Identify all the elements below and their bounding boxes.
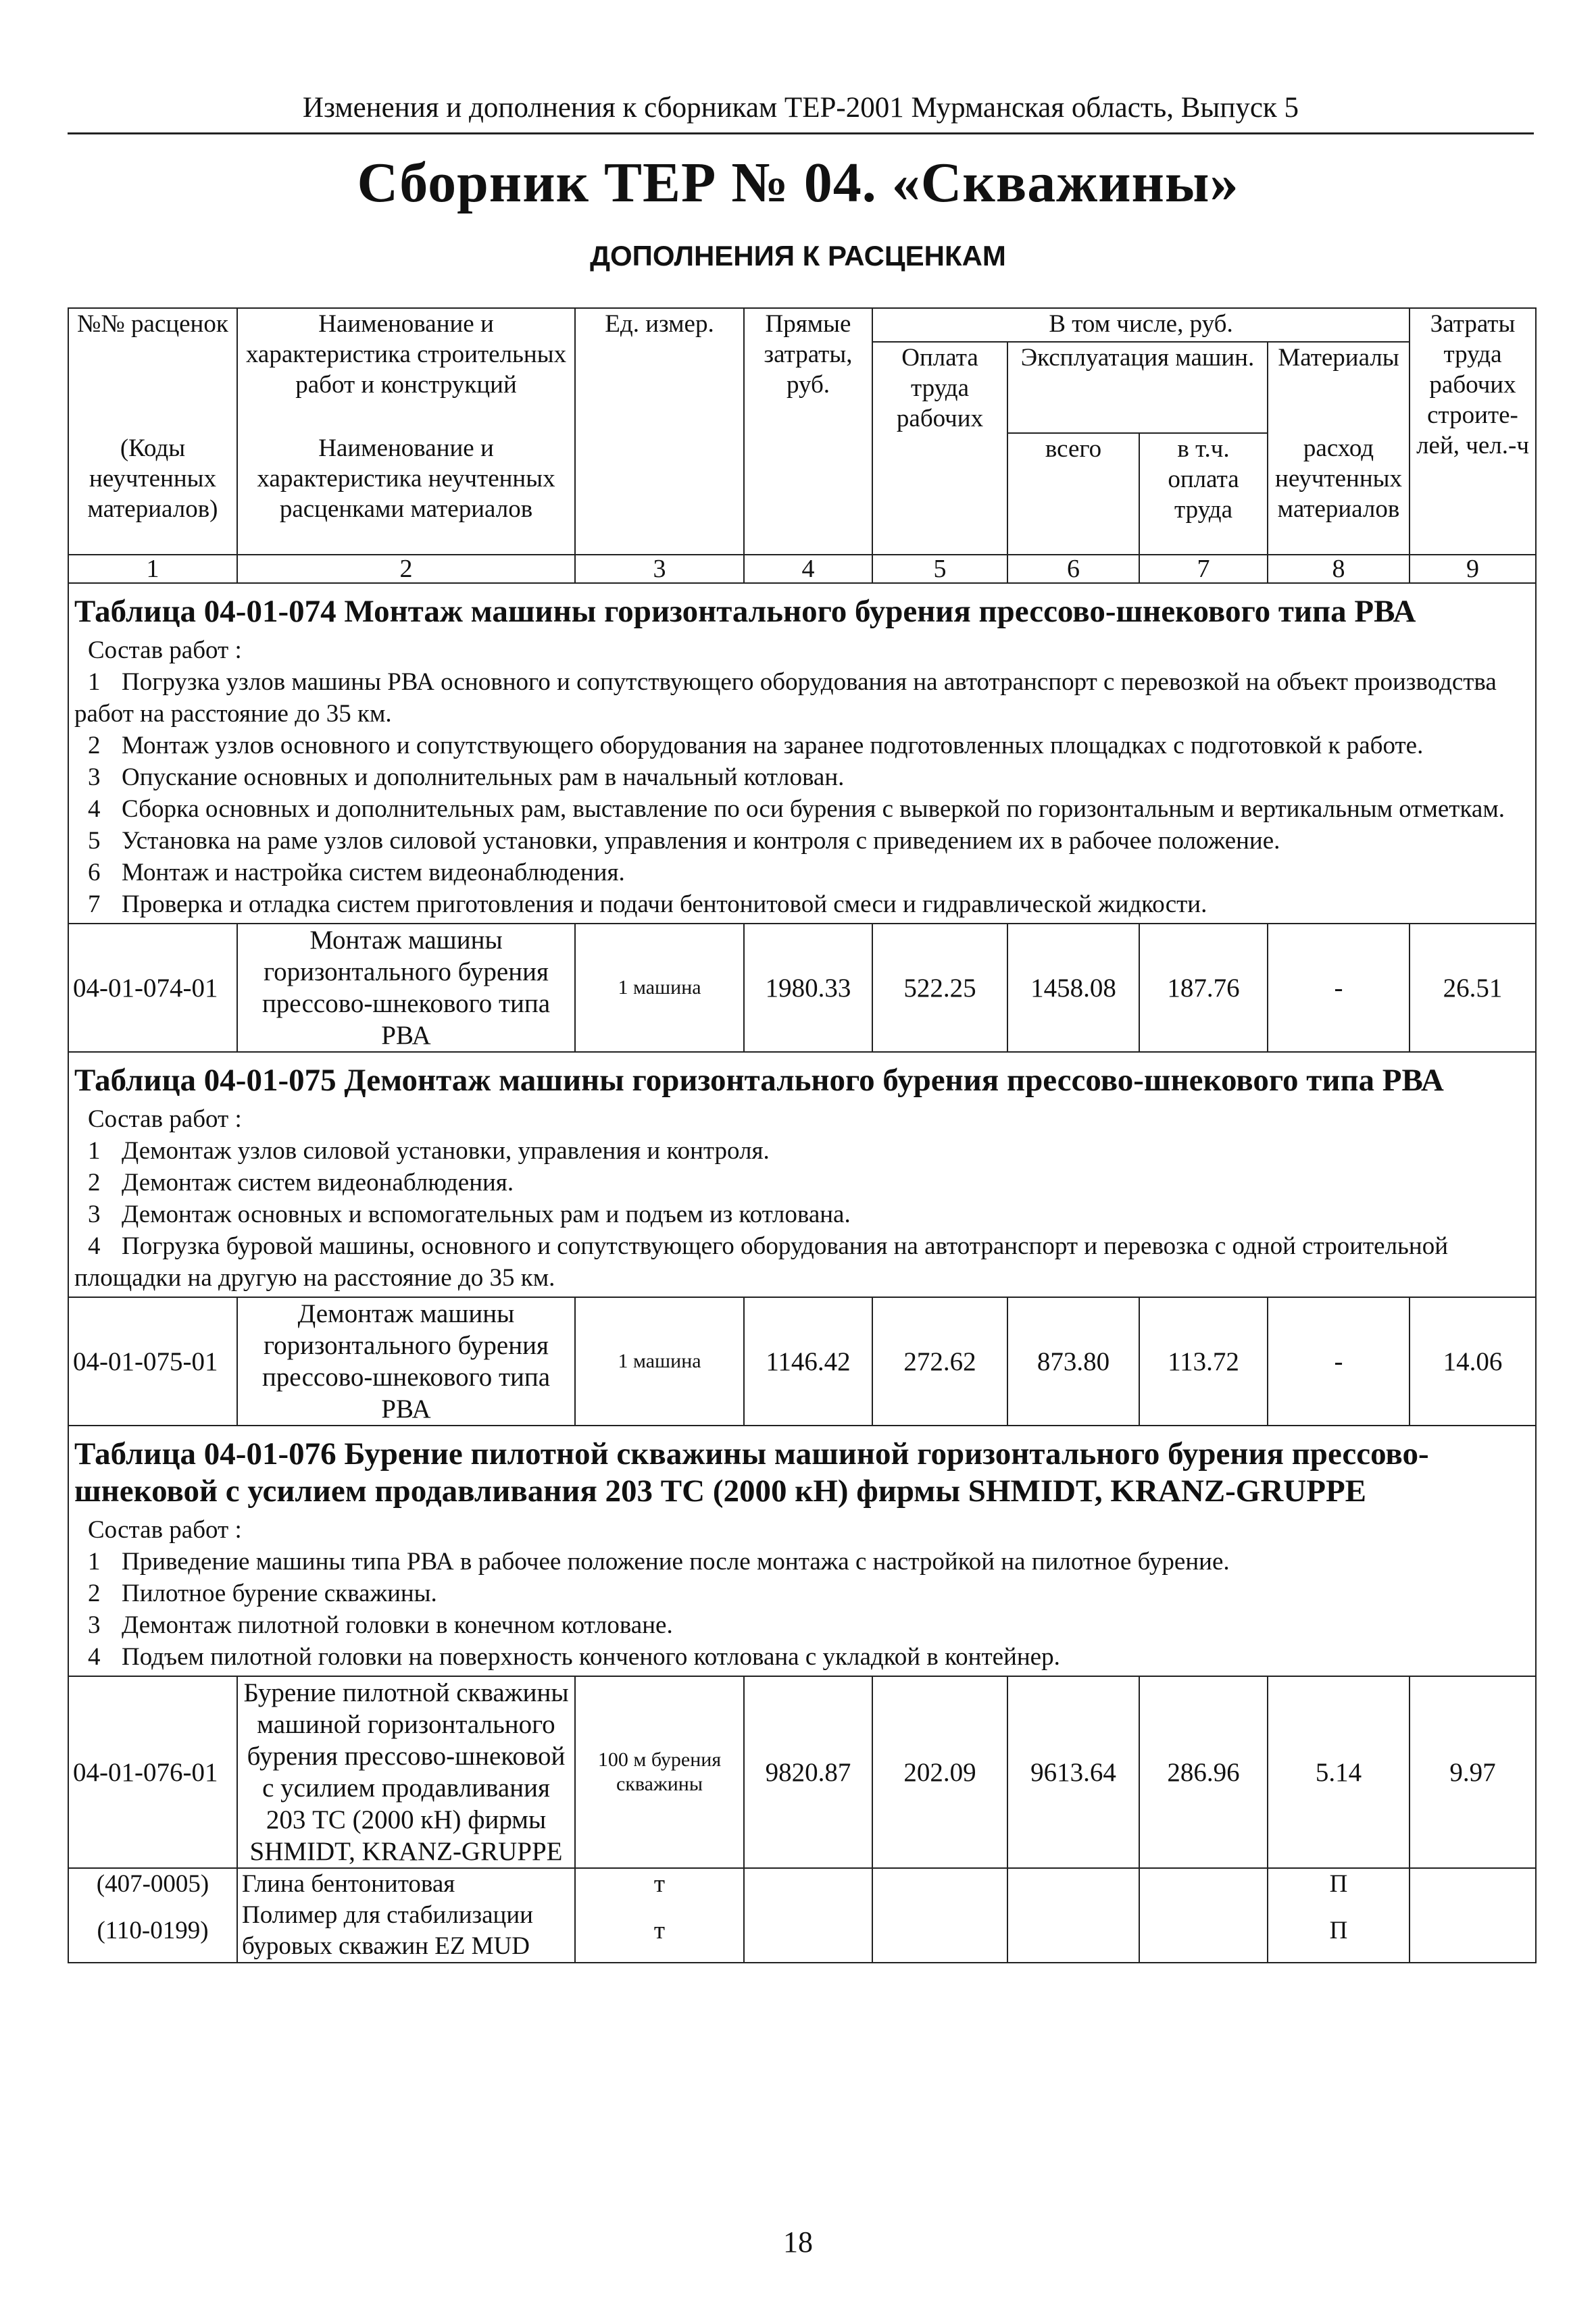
page-subtitle: ДОПОЛНЕНИЯ К РАСЦЕНКАМ [590, 240, 1006, 272]
work-item: 1 Погрузка узлов машины РВА основного и сопутствующего оборудования на автотранспорт с перевозкой на объект производства работ на расстояние до 35 км. [74, 668, 1497, 728]
works-list [68, 1513, 1536, 1676]
material-row [68, 1868, 1536, 1900]
rate-direct-costs: 9820.87 [744, 1676, 872, 1868]
col-header-including-group: В том числе, руб. [872, 308, 1410, 342]
col-header-machine-labor: в т.ч. оплата труда [1139, 433, 1268, 555]
works-label: Состав работ : [88, 1516, 242, 1544]
col-header-material-codes: (Коды неучтенных материалов) [68, 433, 237, 555]
material-name: Полимер для стабилизации буровых скважин EZ MUD [237, 1900, 575, 1963]
rates-table [68, 307, 1537, 1963]
rate-row [68, 1297, 1536, 1426]
material-mark: П [1268, 1868, 1410, 1900]
work-item: 4 Погрузка буровой машины, основного и сопутствующего оборудования на автотранспорт и перевозка с одной строительной площадки на другую на расстояние до 35 км. [74, 1232, 1449, 1292]
rate-code: 04-01-076-01 [68, 1676, 237, 1868]
rate-machine-labor: 286.96 [1139, 1676, 1268, 1868]
table-title: Таблица 04-01-074 Монтаж машины горизонтального бурения прессово-шнекового типа РВА [68, 583, 1536, 633]
column-number: 3 [575, 555, 744, 583]
work-item: 2 Пилотное бурение скважины. [88, 1580, 437, 1607]
rate-name: Демонтаж машины горизонтального бурения прессово-шнекового типа РВА [237, 1297, 575, 1426]
rate-machine-total: 873.80 [1007, 1297, 1139, 1426]
table-title: Таблица 04-01-075 Демонтаж машины горизонтального бурения прессово-шнекового типа РВА [68, 1052, 1536, 1102]
works-list [68, 633, 1536, 924]
work-item: 1 Приведение машины типа РВА в рабочее положение после монтажа с настройкой на пилотное бурение. [88, 1548, 1230, 1576]
column-number: 5 [872, 555, 1007, 583]
col-header-worker-pay: Оплата труда рабочих [872, 342, 1007, 555]
col-header-labor-hours: Затраты труда рабочих строите-лей, чел.-ч [1410, 308, 1536, 555]
rate-materials: 5.14 [1268, 1676, 1410, 1868]
rate-row [68, 1676, 1536, 1868]
column-number: 6 [1007, 555, 1139, 583]
works-label: Состав работ : [88, 636, 242, 664]
col-header-materials: Материалы [1268, 342, 1410, 433]
column-number: 8 [1268, 555, 1410, 583]
col-header-rate-number: №№ расценок [68, 308, 237, 433]
rate-materials: - [1268, 924, 1410, 1052]
material-code: (110-0199) [68, 1900, 237, 1963]
col-header-material-usage: расход неучтенных материалов [1268, 433, 1410, 555]
rate-code: 04-01-074-01 [68, 924, 237, 1052]
rate-name: Монтаж машины горизонтального бурения прессово-шнекового типа РВА [237, 924, 575, 1052]
rate-machine-labor: 113.72 [1139, 1297, 1268, 1426]
rate-worker-pay: 522.25 [872, 924, 1007, 1052]
material-unit: т [575, 1900, 744, 1963]
rate-machine-total: 1458.08 [1007, 924, 1139, 1052]
rate-direct-costs: 1980.33 [744, 924, 872, 1052]
col-header-direct-costs: Прямые затраты, руб. [744, 308, 872, 555]
work-item: 7 Проверка и отладка систем приготовления и подачи бентонитовой смеси и гидравлической жидкости. [88, 890, 1207, 918]
work-item: 3 Демонтаж пилотной головки в конечном котловане. [88, 1611, 673, 1639]
work-item: 2 Монтаж узлов основного и сопутствующего оборудования на заранее подготовленных площадках с подготовкой к работе. [88, 732, 1424, 759]
column-number: 2 [237, 555, 575, 583]
rate-unit: 1 машина [575, 1297, 744, 1426]
rate-code: 04-01-075-01 [68, 1297, 237, 1426]
rate-row [68, 924, 1536, 1052]
works-list [68, 1102, 1536, 1297]
rate-labor-hours: 9.97 [1410, 1676, 1536, 1868]
work-item: 5 Установка на раме узлов силовой установки, управления и контроля с приведением их в рабочее положение. [88, 827, 1280, 855]
page-header: Изменения и дополнения к сборникам ТЕР-2001 Мурманская область, Выпуск 5 [68, 84, 1534, 134]
work-item: 3 Опускание основных и дополнительных рам в начальный котлован. [88, 763, 845, 791]
material-row [68, 1900, 1536, 1963]
column-number: 4 [744, 555, 872, 583]
work-item: 6 Монтаж и настройка систем видеонаблюдения. [88, 859, 625, 886]
work-item: 3 Демонтаж основных и вспомогательных рам и подъем из котлована. [88, 1201, 851, 1228]
work-item: 2 Демонтаж систем видеонаблюдения. [88, 1169, 514, 1197]
page-title: Сборник ТЕР № 04. «Скважины» [357, 151, 1239, 214]
works-label: Состав работ : [88, 1105, 242, 1133]
material-code: (407-0005) [68, 1868, 237, 1900]
work-item: 1 Демонтаж узлов силовой установки, управления и контроля. [88, 1137, 770, 1165]
column-number: 1 [68, 555, 237, 583]
rate-machine-labor: 187.76 [1139, 924, 1268, 1052]
column-number: 9 [1410, 555, 1536, 583]
rates-table-container [68, 307, 1535, 2206]
material-mark: П [1268, 1900, 1410, 1963]
rate-labor-hours: 26.51 [1410, 924, 1536, 1052]
rate-worker-pay: 202.09 [872, 1676, 1007, 1868]
rate-materials: - [1268, 1297, 1410, 1426]
material-unit: т [575, 1868, 744, 1900]
column-numbers-row [68, 555, 1536, 583]
column-number: 7 [1139, 555, 1268, 583]
rate-name: Бурение пилотной скважины машиной горизонтального бурения прессово-шнековой с усилием продавливания 203 ТС (2000 кН) фирмы SHMIDT, KRANZ-GRUPPE [237, 1676, 575, 1868]
col-header-work-name: Наименование и характеристика строительных работ и конструкций [237, 308, 575, 433]
col-header-unit: Ед. измер. [575, 308, 744, 555]
col-header-machine-operation: Эксплуатация машин. [1007, 342, 1268, 433]
rate-labor-hours: 14.06 [1410, 1297, 1536, 1426]
work-item: 4 Подъем пилотной головки на поверхность конченого котлована с укладкой в контейнер. [88, 1643, 1060, 1671]
table-title: Таблица 04-01-076 Бурение пилотной скважины машиной горизонтального бурения прессово-шнековой с усилием продавливания 203 ТС (2000 кН) фирмы SHMIDT, KRANZ-GRUPPE [68, 1426, 1536, 1513]
col-header-machine-total: всего [1007, 433, 1139, 555]
work-item: 4 Сборка основных и дополнительных рам, выставление по оси бурения с выверкой по горизонтальным и вертикальным отметкам. [88, 795, 1505, 823]
rate-machine-total: 9613.64 [1007, 1676, 1139, 1868]
rate-unit: 100 м бурения скважины [575, 1676, 744, 1868]
rate-direct-costs: 1146.42 [744, 1297, 872, 1426]
col-header-material-names: Наименование и характеристика неучтенных расценками материалов [237, 433, 575, 555]
rate-unit: 1 машина [575, 924, 744, 1052]
rate-worker-pay: 272.62 [872, 1297, 1007, 1426]
page-number: 18 [783, 2225, 813, 2259]
material-name: Глина бентонитовая [237, 1868, 575, 1900]
